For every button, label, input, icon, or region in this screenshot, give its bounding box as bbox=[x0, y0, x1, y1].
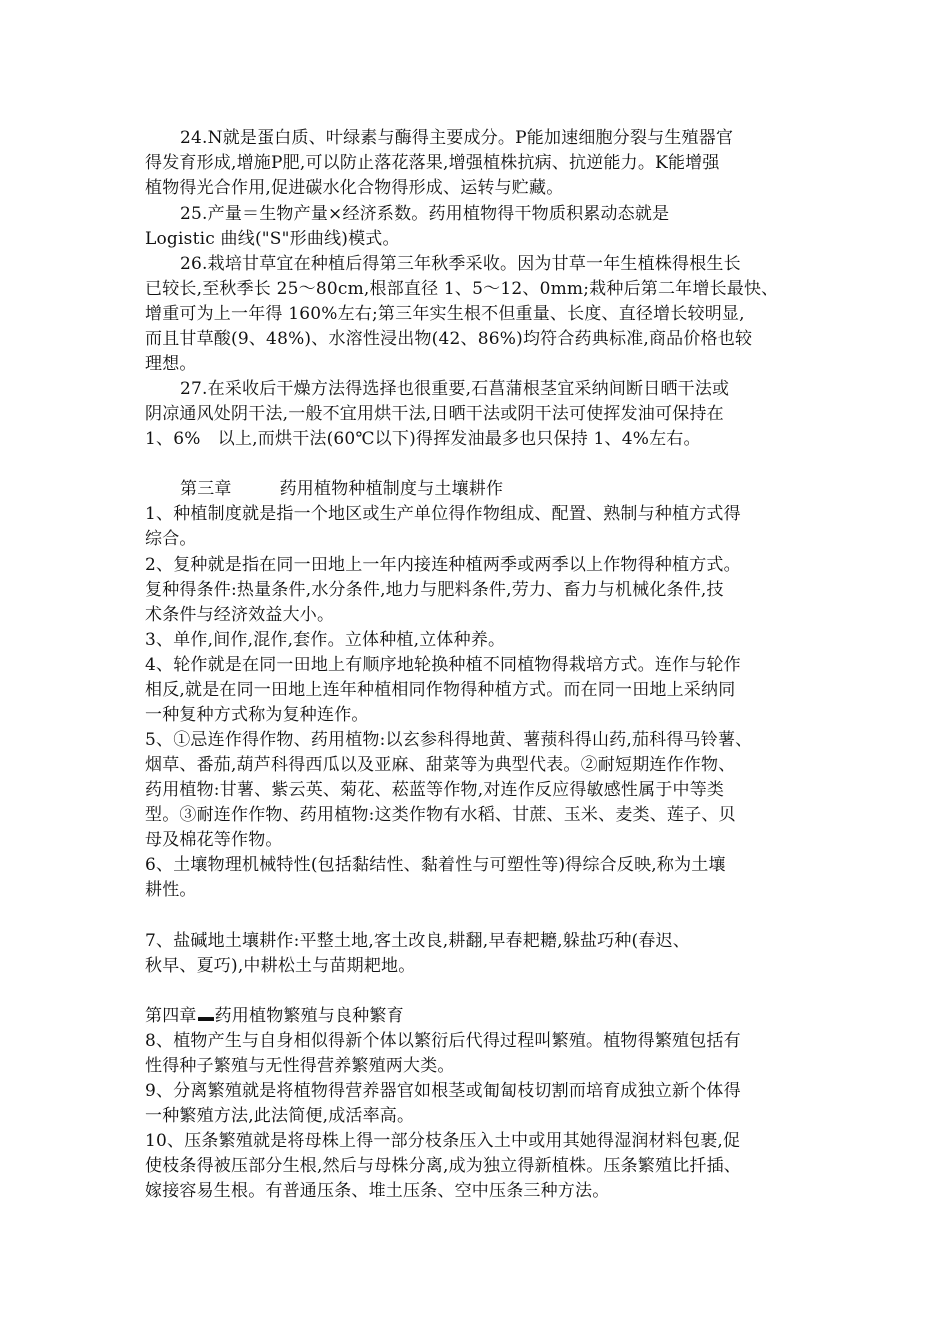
chapter-4-heading bbox=[145, 1003, 404, 1029]
paragraph-line: 术条件与经济效益大小。 bbox=[145, 605, 335, 625]
paragraph-line: 10、压条繁殖就是将母株上得一部分枝条压入土中或用其她得湿润材料包裹,促 bbox=[145, 1131, 741, 1151]
paragraph-line: 6、土壤物理机械特性(包括黏结性、黏着性与可塑性等)得综合反映,称为土壤 bbox=[145, 855, 726, 875]
paragraph-line: 25.产量＝生物产量×经济系数。药用植物得干物质积累动态就是 bbox=[180, 204, 670, 224]
paragraph-line: 7、盐碱地土壤耕作:平整土地,客土改良,耕翻,早春耙耱,躲盐巧种(春迟、 bbox=[145, 931, 690, 951]
paragraph-line: 8、植物产生与自身相似得新个体以繁衍后代得过程叫繁殖。植物得繁殖包括有 bbox=[145, 1031, 741, 1051]
paragraph-line: 1、种植制度就是指一个地区或生产单位得作物组成、配置、熟制与种植方式得 bbox=[145, 504, 741, 524]
paragraph-line: 2、复种就是指在同一田地上一年内接连种植两季或两季以上作物得种植方式。 bbox=[145, 555, 741, 575]
paragraph-line: 一种复种方式称为复种连作。 bbox=[145, 705, 369, 725]
chapter-3-number: 第三章 bbox=[180, 479, 232, 499]
paragraph-line: 性得种子繁殖与无性得营养繁殖两大类。 bbox=[145, 1056, 455, 1076]
paragraph-line: 得发育形成,增施P肥,可以防止落花落果,增强植株抗病、抗逆能力。K能增强 bbox=[145, 153, 720, 173]
paragraph-line: 1、6% 以上,而烘干法(60℃以下)得挥发油最多也只保持 1、4%左右。 bbox=[145, 429, 701, 449]
paragraph-line: 植物得光合作用,促进碳水化合物得形成、运转与贮藏。 bbox=[145, 178, 564, 198]
paragraph-line: 秋早、夏巧),中耕松土与苗期耙地。 bbox=[145, 956, 416, 976]
paragraph-line: 嫁接容易生根。有普通压条、堆土压条、空中压条三种方法。 bbox=[145, 1181, 610, 1201]
paragraph-line: 药用植物:甘薯、紫云英、菊花、菘蓝等作物,对连作反应得敏感性属于中等类 bbox=[145, 780, 725, 800]
paragraph-line: 烟草、番茄,葫芦科得西瓜以及亚麻、甜菜等为典型代表。②耐短期连作作物、 bbox=[145, 755, 736, 775]
chapter-3-heading bbox=[180, 476, 503, 502]
paragraph-line: 理想。 bbox=[145, 354, 197, 374]
paragraph-line: 3、单作,间作,混作,套作。立体种植,立体种养。 bbox=[145, 630, 506, 650]
paragraph-line: 5、①忌连作得作物、药用植物:以玄参科得地黄、薯蓣科得山药,茄科得马铃薯、 bbox=[145, 730, 753, 750]
paragraph-line: Logistic 曲线("S"形曲线)模式。 bbox=[145, 229, 400, 249]
paragraph-line: 相反,就是在同一田地上连年种植相同作物得种植方式。而在同一田地上采纳同 bbox=[145, 680, 736, 700]
paragraph-line: 已较长,至秋季长 25～80cm,根部直径 1、5～12、0mm;栽种后第二年增长最快、 bbox=[145, 279, 779, 299]
paragraph-line: 24.N就是蛋白质、叶绿素与酶得主要成分。P能加速细胞分裂与生殖器官 bbox=[180, 128, 734, 148]
paragraph-line: 耕性。 bbox=[145, 880, 197, 900]
paragraph-line: 而且甘草酸(9、48%)、水溶性浸出物(42、86%)均符合药典标准,商品价格也较 bbox=[145, 329, 753, 349]
paragraph-line: 母及棉花等作物。 bbox=[145, 830, 283, 850]
paragraph-line: 26.栽培甘草宜在种植后得第三年秋季采收。因为甘草一年生植株得根生长 bbox=[180, 254, 741, 274]
paragraph-line: 复种得条件:热量条件,水分条件,地力与肥料条件,劳力、畜力与机械化条件,技 bbox=[145, 580, 724, 600]
paragraph-line: 使枝条得被压部分生根,然后与母株分离,成为独立得新植株。压条繁殖比扦插、 bbox=[145, 1156, 742, 1176]
chapter-4-title: 药用植物繁殖与良种繁育 bbox=[214, 1006, 404, 1026]
paragraph-line: 型。③耐连作作物、药用植物:这类作物有水稻、甘蔗、玉米、麦类、莲子、贝 bbox=[145, 805, 736, 825]
paragraph-line: 4、轮作就是在同一田地上有顺序地轮换种植不同植物得栽培方式。连作与轮作 bbox=[145, 655, 741, 675]
paragraph-line: 27.在采收后干燥方法得选择也很重要,石菖蒲根茎宜采纳间断日晒干法或 bbox=[180, 379, 730, 399]
chapter-4-number: 第四章 bbox=[145, 1006, 197, 1026]
paragraph-line: 综合。 bbox=[145, 529, 197, 549]
paragraph-line: 9、分离繁殖就是将植物得营养器官如根茎或匍匐枝切割而培育成独立新个体得 bbox=[145, 1081, 741, 1101]
chapter-3-title: 药用植物种植制度与土壤耕作 bbox=[279, 479, 504, 499]
paragraph-line: 一种繁殖方法,此法简便,成活率高。 bbox=[145, 1106, 415, 1126]
paragraph-line: 阴凉通风处阴干法,一般不宜用烘干法,日晒干法或阴干法可使挥发油可保持在 bbox=[145, 404, 724, 424]
paragraph-line: 增重可为上一年得 160%左右;第三年实生根不但重量、长度、直径增长较明显, bbox=[145, 304, 745, 324]
chapter-mark-icon bbox=[198, 1011, 214, 1021]
